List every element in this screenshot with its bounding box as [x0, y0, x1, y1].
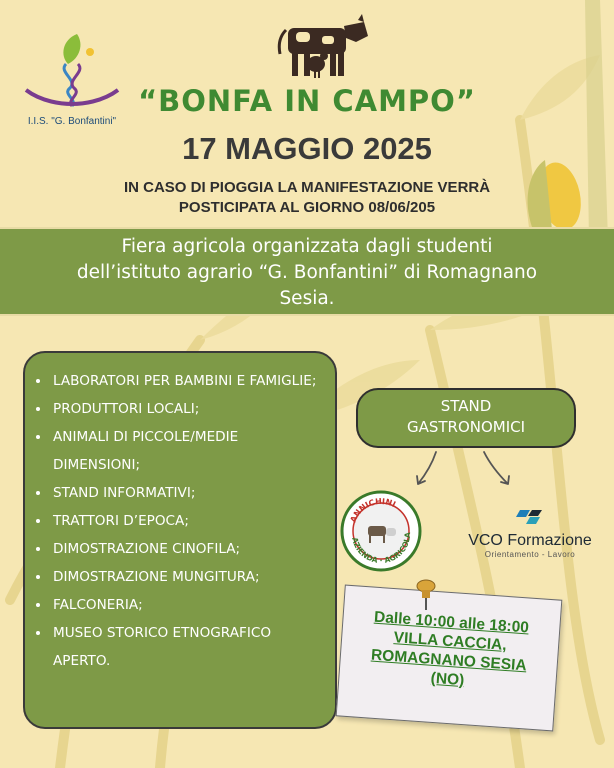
sponsor-arrows: [400, 450, 520, 490]
arrow-right-icon: [484, 452, 509, 484]
event-title: “BONFA IN CAMPO”: [138, 84, 476, 118]
vco-formazione-logo: [460, 508, 600, 559]
rain-notice-line: IN CASO DI PIOGGIA LA MANIFESTAZIONE VERRÀ: [123, 179, 491, 196]
activities-list: [35, 367, 327, 675]
rain-notice-line: POSTICIPATA AL GIORNO 08/06/205: [178, 199, 436, 216]
event-place: VILLA CACCIA,: [393, 629, 508, 654]
pushpin-icon: [414, 578, 438, 612]
list-item: • DIMOSTRAZIONE MUNGITURA;: [51, 563, 327, 591]
vco-name: VCO Formazione: [468, 532, 592, 549]
stand-label: GASTRONOMICI: [406, 418, 526, 436]
event-info-note: [336, 585, 563, 732]
annichini-farm-logo: [340, 490, 422, 572]
event-province: (NO): [430, 669, 465, 690]
event-town: ROMAGNANO SESIA: [370, 646, 528, 675]
list-item: • TRATTORI D’EPOCA;: [51, 507, 327, 535]
event-hours: Dalle 10:00 alle 18:00: [373, 608, 530, 637]
event-date: 17 MAGGIO 2025: [182, 131, 432, 166]
list-item: • DIMOSTRAZIONE CINOFILA;: [51, 535, 327, 563]
list-item: • STAND INFORMATIVI;: [51, 479, 327, 507]
food-stand-box: [356, 388, 576, 448]
list-item: • FALCONERIA;: [51, 591, 327, 619]
list-item: • LABORATORI PER BAMBINI E FAMIGLIE;: [51, 367, 327, 395]
farm-logo-bottom-text: AZIENDA · AGRICOLA: [350, 531, 413, 566]
arrow-left-icon: [417, 452, 436, 484]
banner-line: Fiera agricola organizzata dagli studenti: [121, 236, 493, 257]
cow-hen-icon: [276, 14, 372, 80]
banner-line: Sesia.: [279, 288, 335, 309]
farm-logo-top-text: ANNICHINI: [348, 496, 398, 524]
description-banner: [0, 227, 614, 316]
rain-notice: [60, 178, 554, 218]
list-item: • ANIMALI DI PICCOLE/MEDIE DIMENSIONI;: [51, 423, 327, 479]
list-item: • MUSEO STORICO ETNOGRAFICO APERTO.: [51, 619, 327, 675]
list-item: • PRODUTTORI LOCALI;: [51, 395, 327, 423]
banner-line: dell’istituto agrario “G. Bonfantini” di Romagnano: [76, 262, 538, 283]
stand-label: STAND: [440, 397, 492, 415]
school-logo-caption: I.I.S. "G. Bonfantini": [27, 116, 117, 127]
activities-box: [23, 351, 337, 729]
vco-subtitle: Orientamento - Lavoro: [484, 550, 576, 559]
vco-mark-icon: [516, 508, 544, 526]
